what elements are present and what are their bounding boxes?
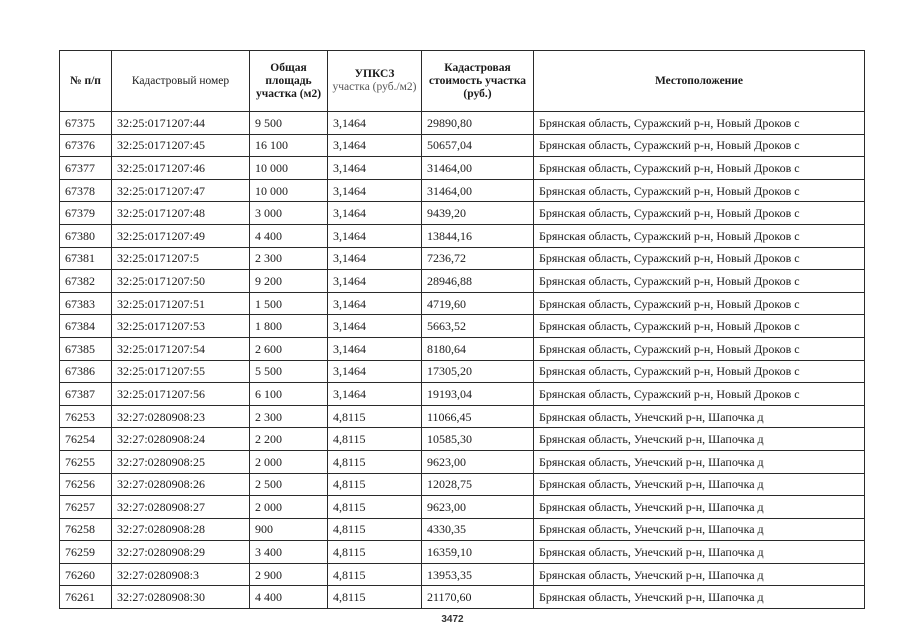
area-value: 2 000 xyxy=(250,496,328,519)
header-upksz xyxy=(328,51,422,112)
cadastral-number: 32:27:0280908:25 xyxy=(112,450,250,473)
upksz-value: 4,8115 xyxy=(328,586,422,609)
area-value: 2 600 xyxy=(250,337,328,360)
location: Брянская область, Суражский р-н, Новый Дроков с xyxy=(534,112,865,135)
location: Брянская область, Суражский р-н, Новый Дроков с xyxy=(534,383,865,406)
area-value: 3 000 xyxy=(250,202,328,225)
row-number: 67378 xyxy=(60,179,112,202)
table-body xyxy=(60,112,865,609)
area-value: 4 400 xyxy=(250,224,328,247)
area-value: 2 300 xyxy=(250,247,328,270)
row-number: 67377 xyxy=(60,157,112,180)
location: Брянская область, Унечский р-н, Шапочка д xyxy=(534,518,865,541)
upksz-value: 3,1464 xyxy=(328,292,422,315)
area-value: 2 300 xyxy=(250,405,328,428)
row-number: 67386 xyxy=(60,360,112,383)
cadastral-cost: 11066,45 xyxy=(422,405,534,428)
cadastral-cost: 9439,20 xyxy=(422,202,534,225)
cadastral-number: 32:25:0171207:47 xyxy=(112,179,250,202)
header-upksz-title: УПКСЗ xyxy=(354,68,395,80)
upksz-value: 4,8115 xyxy=(328,563,422,586)
cadastral-number: 32:25:0171207:48 xyxy=(112,202,250,225)
cadastral-cost: 10585,30 xyxy=(422,428,534,451)
row-number: 76259 xyxy=(60,541,112,564)
upksz-value: 4,8115 xyxy=(328,405,422,428)
upksz-value: 4,8115 xyxy=(328,518,422,541)
cadastral-number: 32:27:0280908:24 xyxy=(112,428,250,451)
row-number: 67382 xyxy=(60,270,112,293)
cadastral-cost: 29890,80 xyxy=(422,112,534,135)
upksz-value: 3,1464 xyxy=(328,134,422,157)
table-row xyxy=(60,157,865,180)
location: Брянская область, Суражский р-н, Новый Дроков с xyxy=(534,270,865,293)
cadastral-cost: 31464,00 xyxy=(422,179,534,202)
table-row xyxy=(60,337,865,360)
cadastral-cost: 12028,75 xyxy=(422,473,534,496)
header-num: № п/п xyxy=(60,51,112,112)
header-area: Общая площадь участка (м2) xyxy=(250,51,328,112)
location: Брянская область, Унечский р-н, Шапочка д xyxy=(534,541,865,564)
upksz-value: 3,1464 xyxy=(328,337,422,360)
cadastral-cost: 13953,35 xyxy=(422,563,534,586)
area-value: 9 200 xyxy=(250,270,328,293)
cadastral-cost: 4330,35 xyxy=(422,518,534,541)
cadastral-number: 32:25:0171207:49 xyxy=(112,224,250,247)
upksz-value: 3,1464 xyxy=(328,360,422,383)
area-value: 10 000 xyxy=(250,157,328,180)
table-row xyxy=(60,134,865,157)
row-number: 76261 xyxy=(60,586,112,609)
upksz-value: 3,1464 xyxy=(328,383,422,406)
cadastral-cost: 9623,00 xyxy=(422,450,534,473)
area-value: 16 100 xyxy=(250,134,328,157)
upksz-value: 3,1464 xyxy=(328,157,422,180)
cadastral-number: 32:27:0280908:3 xyxy=(112,563,250,586)
cadastral-cost: 8180,64 xyxy=(422,337,534,360)
table-row xyxy=(60,315,865,338)
area-value: 2 500 xyxy=(250,473,328,496)
location: Брянская область, Суражский р-н, Новый Дроков с xyxy=(534,202,865,225)
upksz-value: 4,8115 xyxy=(328,450,422,473)
row-number: 67384 xyxy=(60,315,112,338)
cadastral-cost: 31464,00 xyxy=(422,157,534,180)
table-row xyxy=(60,496,865,519)
location: Брянская область, Суражский р-н, Новый Дроков с xyxy=(534,224,865,247)
cadastral-number: 32:25:0171207:51 xyxy=(112,292,250,315)
header-row xyxy=(60,51,865,112)
row-number: 67375 xyxy=(60,112,112,135)
area-value: 1 800 xyxy=(250,315,328,338)
area-value: 3 400 xyxy=(250,541,328,564)
location: Брянская область, Унечский р-н, Шапочка д xyxy=(534,473,865,496)
cadastral-cost: 7236,72 xyxy=(422,247,534,270)
upksz-value: 3,1464 xyxy=(328,270,422,293)
upksz-value: 4,8115 xyxy=(328,496,422,519)
cadastral-number: 32:25:0171207:5 xyxy=(112,247,250,270)
upksz-value: 4,8115 xyxy=(328,473,422,496)
row-number: 76255 xyxy=(60,450,112,473)
cadastral-number: 32:25:0171207:50 xyxy=(112,270,250,293)
table-row xyxy=(60,179,865,202)
table-row xyxy=(60,405,865,428)
upksz-value: 3,1464 xyxy=(328,112,422,135)
table-row xyxy=(60,224,865,247)
upksz-value: 3,1464 xyxy=(328,315,422,338)
location: Брянская область, Унечский р-н, Шапочка д xyxy=(534,563,865,586)
upksz-value: 3,1464 xyxy=(328,179,422,202)
area-value: 1 500 xyxy=(250,292,328,315)
cadastral-number: 32:25:0171207:56 xyxy=(112,383,250,406)
location: Брянская область, Унечский р-н, Шапочка д xyxy=(534,450,865,473)
table-row xyxy=(60,518,865,541)
upksz-value: 4,8115 xyxy=(328,541,422,564)
area-value: 4 400 xyxy=(250,586,328,609)
table-row xyxy=(60,541,865,564)
upksz-value: 4,8115 xyxy=(328,428,422,451)
location: Брянская область, Суражский р-н, Новый Дроков с xyxy=(534,247,865,270)
table-row xyxy=(60,586,865,609)
area-value: 2 200 xyxy=(250,428,328,451)
header-cadastral-number: Кадастровый номер xyxy=(112,51,250,112)
row-number: 67381 xyxy=(60,247,112,270)
location: Брянская область, Суражский р-н, Новый Дроков с xyxy=(534,292,865,315)
table-row xyxy=(60,247,865,270)
header-upksz-subtitle: участка (руб./м2) xyxy=(332,81,417,93)
header-cadastral-cost: Кадастровая стоимость участка (руб.) xyxy=(422,51,534,112)
row-number: 67387 xyxy=(60,383,112,406)
area-value: 2 900 xyxy=(250,563,328,586)
location: Брянская область, Унечский р-н, Шапочка д xyxy=(534,405,865,428)
location: Брянская область, Унечский р-н, Шапочка д xyxy=(534,496,865,519)
table-row xyxy=(60,473,865,496)
location: Брянская область, Унечский р-н, Шапочка д xyxy=(534,586,865,609)
cadastral-cost: 21170,60 xyxy=(422,586,534,609)
cadastral-cost: 16359,10 xyxy=(422,541,534,564)
area-value: 5 500 xyxy=(250,360,328,383)
cadastral-number: 32:25:0171207:54 xyxy=(112,337,250,360)
row-number: 67385 xyxy=(60,337,112,360)
cadastral-number: 32:25:0171207:45 xyxy=(112,134,250,157)
row-number: 76253 xyxy=(60,405,112,428)
location: Брянская область, Суражский р-н, Новый Дроков с xyxy=(534,179,865,202)
cadastral-cost: 50657,04 xyxy=(422,134,534,157)
table-row xyxy=(60,112,865,135)
location: Брянская область, Суражский р-н, Новый Дроков с xyxy=(534,337,865,360)
row-number: 76260 xyxy=(60,563,112,586)
location: Брянская область, Суражский р-н, Новый Дроков с xyxy=(534,134,865,157)
row-number: 76258 xyxy=(60,518,112,541)
area-value: 6 100 xyxy=(250,383,328,406)
cadastral-cost: 19193,04 xyxy=(422,383,534,406)
cadastral-number: 32:27:0280908:23 xyxy=(112,405,250,428)
table-row xyxy=(60,270,865,293)
table-row xyxy=(60,360,865,383)
cadastral-number: 32:25:0171207:55 xyxy=(112,360,250,383)
page-number: 3472 xyxy=(441,614,464,625)
cadastral-cost: 13844,16 xyxy=(422,224,534,247)
location: Брянская область, Суражский р-н, Новый Дроков с xyxy=(534,360,865,383)
cadastral-cost: 4719,60 xyxy=(422,292,534,315)
table-row xyxy=(60,383,865,406)
row-number: 67379 xyxy=(60,202,112,225)
table-row xyxy=(60,563,865,586)
row-number: 76257 xyxy=(60,496,112,519)
cadastral-number: 32:27:0280908:30 xyxy=(112,586,250,609)
location: Брянская область, Суражский р-н, Новый Дроков с xyxy=(534,315,865,338)
row-number: 67376 xyxy=(60,134,112,157)
area-value: 9 500 xyxy=(250,112,328,135)
upksz-value: 3,1464 xyxy=(328,224,422,247)
cadastral-cost: 28946,88 xyxy=(422,270,534,293)
table-row xyxy=(60,202,865,225)
table-header xyxy=(60,51,865,112)
cadastral-cost: 9623,00 xyxy=(422,496,534,519)
location: Брянская область, Суражский р-н, Новый Дроков с xyxy=(534,157,865,180)
cadastral-number: 32:27:0280908:27 xyxy=(112,496,250,519)
row-number: 67380 xyxy=(60,224,112,247)
cadastral-cost: 17305,20 xyxy=(422,360,534,383)
cadastral-number: 32:27:0280908:28 xyxy=(112,518,250,541)
table-row xyxy=(60,292,865,315)
row-number: 67383 xyxy=(60,292,112,315)
upksz-value: 3,1464 xyxy=(328,247,422,270)
cadastral-value-table xyxy=(59,50,865,609)
cadastral-number: 32:25:0171207:44 xyxy=(112,112,250,135)
cadastral-number: 32:25:0171207:46 xyxy=(112,157,250,180)
area-value: 900 xyxy=(250,518,328,541)
table-row xyxy=(60,428,865,451)
cadastral-cost: 5663,52 xyxy=(422,315,534,338)
row-number: 76254 xyxy=(60,428,112,451)
header-location: Местоположение xyxy=(534,51,865,112)
table-row xyxy=(60,450,865,473)
area-value: 10 000 xyxy=(250,179,328,202)
upksz-value: 3,1464 xyxy=(328,202,422,225)
cadastral-number: 32:27:0280908:26 xyxy=(112,473,250,496)
cadastral-number: 32:25:0171207:53 xyxy=(112,315,250,338)
area-value: 2 000 xyxy=(250,450,328,473)
cadastral-number: 32:27:0280908:29 xyxy=(112,541,250,564)
row-number: 76256 xyxy=(60,473,112,496)
location: Брянская область, Унечский р-н, Шапочка д xyxy=(534,428,865,451)
